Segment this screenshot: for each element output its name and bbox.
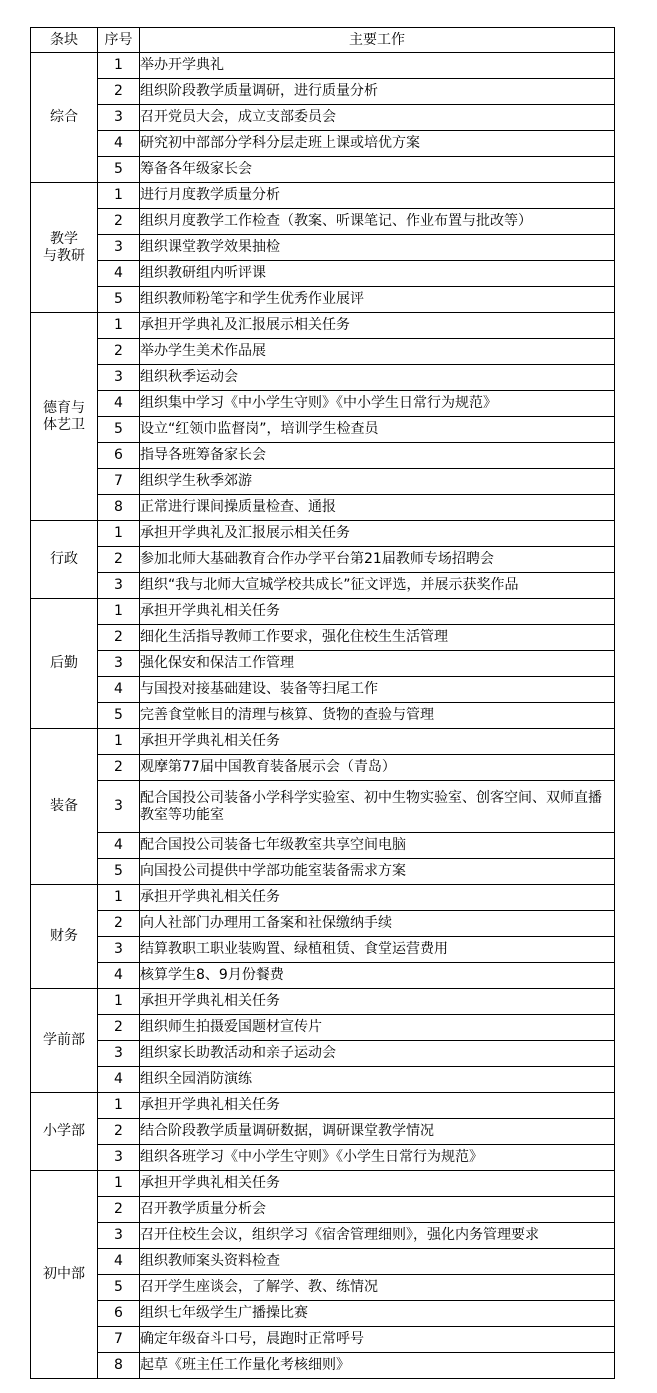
table-row (31, 53, 615, 79)
item-number: 2 (98, 1197, 140, 1223)
table-row (31, 131, 615, 157)
table-row (31, 599, 615, 625)
item-task: 召开学生座谈会，了解学、教、练情况 (140, 1275, 615, 1301)
item-task: 起草《班主任工作量化考核细则》 (140, 1353, 615, 1379)
item-number: 4 (98, 1067, 140, 1093)
table-row (31, 885, 615, 911)
table-row (31, 1197, 615, 1223)
table-row (31, 781, 615, 833)
table-row (31, 495, 615, 521)
item-task: 举办学生美术作品展 (140, 339, 615, 365)
item-task: 核算学生8、9月份餐费 (140, 963, 615, 989)
item-task: 向人社部门办理用工备案和社保缴纳手续 (140, 911, 615, 937)
category-cell (31, 521, 98, 599)
item-task: 组织集中学习《中小学生守则》《中小学生日常行为规范》 (140, 391, 615, 417)
header-number: 序号 (98, 28, 140, 53)
item-task: 承担开学典礼相关任务 (140, 729, 615, 755)
table-row (31, 209, 615, 235)
table-row (31, 313, 615, 339)
item-number: 1 (98, 313, 140, 339)
item-task: 召开住校生会议，组织学习《宿舍管理细则》，强化内务管理要求 (140, 1223, 615, 1249)
table-row (31, 703, 615, 729)
item-task: 细化生活指导教师工作要求，强化住校生生活管理 (140, 625, 615, 651)
item-task: 组织师生拍摄爱国题材宣传片 (140, 1015, 615, 1041)
category-cell (31, 1093, 98, 1171)
table-row (31, 157, 615, 183)
table-row (31, 1093, 615, 1119)
item-number: 3 (98, 573, 140, 599)
category-cell (31, 885, 98, 989)
category-label: 学前部 (43, 1032, 85, 1048)
item-number: 2 (98, 755, 140, 781)
item-task: 正常进行课间操质量检查、通报 (140, 495, 615, 521)
table-header (31, 28, 615, 53)
item-task: 组织教师案头资料检查 (140, 1249, 615, 1275)
item-task: 承担开学典礼相关任务 (140, 989, 615, 1015)
item-task: 举办开学典礼 (140, 53, 615, 79)
item-number: 2 (98, 1015, 140, 1041)
table-row (31, 1327, 615, 1353)
table-row (31, 261, 615, 287)
item-number: 2 (98, 79, 140, 105)
item-number: 3 (98, 365, 140, 391)
item-task: 设立“红领巾监督岗”，培训学生检查员 (140, 417, 615, 443)
item-task: 强化保安和保洁工作管理 (140, 651, 615, 677)
item-number: 1 (98, 521, 140, 547)
item-number: 4 (98, 1249, 140, 1275)
item-task: 组织月度教学工作检查（教案、听课笔记、作业布置与批改等） (140, 209, 615, 235)
item-task: 参加北师大基础教育合作办学平台第21届教师专场招聘会 (140, 547, 615, 573)
item-number: 1 (98, 885, 140, 911)
table-row (31, 989, 615, 1015)
item-number: 5 (98, 157, 140, 183)
item-number: 1 (98, 1093, 140, 1119)
item-task: 配合国投公司装备七年级教室共享空间电脑 (140, 833, 615, 859)
item-task: 召开教学质量分析会 (140, 1197, 615, 1223)
item-task: 组织教研组内听评课 (140, 261, 615, 287)
item-task: 承担开学典礼及汇报展示相关任务 (140, 521, 615, 547)
item-task: 向国投公司提供中学部功能室装备需求方案 (140, 859, 615, 885)
table-row (31, 833, 615, 859)
item-task: 承担开学典礼及汇报展示相关任务 (140, 313, 615, 339)
item-task: 组织全园消防演练 (140, 1067, 615, 1093)
table-row (31, 1249, 615, 1275)
table-row (31, 1301, 615, 1327)
item-number: 4 (98, 833, 140, 859)
item-task: 筹备各年级家长会 (140, 157, 615, 183)
item-number: 2 (98, 1119, 140, 1145)
table-row (31, 443, 615, 469)
category-cell (31, 599, 98, 729)
item-number: 1 (98, 53, 140, 79)
category-label: 装备 (50, 798, 78, 814)
table-row (31, 235, 615, 261)
table-body (31, 53, 615, 1379)
item-number: 7 (98, 469, 140, 495)
table-row (31, 417, 615, 443)
table-row (31, 339, 615, 365)
item-task: 组织教师粉笔字和学生优秀作业展评 (140, 287, 615, 313)
table-row (31, 469, 615, 495)
item-task: 组织七年级学生广播操比赛 (140, 1301, 615, 1327)
table-row (31, 911, 615, 937)
item-number: 6 (98, 443, 140, 469)
item-task: 结合阶段教学质量调研数据，调研课堂教学情况 (140, 1119, 615, 1145)
category-cell (31, 183, 98, 313)
item-task: 完善食堂帐目的清理与核算、货物的查验与管理 (140, 703, 615, 729)
item-number: 2 (98, 911, 140, 937)
table-row (31, 547, 615, 573)
category-label: 财务 (50, 928, 78, 944)
category-label: 后勤 (50, 655, 78, 671)
item-number: 5 (98, 859, 140, 885)
header-category: 条块 (31, 28, 98, 53)
item-number: 3 (98, 235, 140, 261)
table-row (31, 963, 615, 989)
item-number: 3 (98, 105, 140, 131)
table-row (31, 391, 615, 417)
item-number: 1 (98, 989, 140, 1015)
table-row (31, 79, 615, 105)
category-label: 综合 (50, 109, 78, 125)
item-task: 与国投对接基础建设、装备等扫尾工作 (140, 677, 615, 703)
item-number: 3 (98, 1041, 140, 1067)
category-cell (31, 313, 98, 521)
category-label: 小学部 (43, 1123, 85, 1139)
item-number: 6 (98, 1301, 140, 1327)
item-task: 配合国投公司装备小学科学实验室、初中生物实验室、创客空间、双师直播教室等功能室 (140, 781, 615, 833)
table-row (31, 1223, 615, 1249)
table-row (31, 105, 615, 131)
item-task: 组织“我与北师大宣城学校共成长”征文评选，并展示获奖作品 (140, 573, 615, 599)
item-number: 4 (98, 131, 140, 157)
item-number: 3 (98, 781, 140, 833)
item-task: 承担开学典礼相关任务 (140, 1171, 615, 1197)
item-number: 7 (98, 1327, 140, 1353)
table-row (31, 287, 615, 313)
table-row (31, 729, 615, 755)
table-row (31, 651, 615, 677)
item-task: 组织阶段教学质量调研，进行质量分析 (140, 79, 615, 105)
item-number: 3 (98, 1223, 140, 1249)
item-task: 指导各班筹备家长会 (140, 443, 615, 469)
table-row (31, 859, 615, 885)
item-number: 4 (98, 261, 140, 287)
work-plan-table (30, 27, 615, 1379)
item-task: 承担开学典礼相关任务 (140, 1093, 615, 1119)
item-number: 2 (98, 339, 140, 365)
table-row (31, 1041, 615, 1067)
item-task: 召开党员大会，成立支部委员会 (140, 105, 615, 131)
item-number: 4 (98, 391, 140, 417)
table-row (31, 1353, 615, 1379)
item-task: 组织课堂教学效果抽检 (140, 235, 615, 261)
category-cell (31, 53, 98, 183)
table-row (31, 625, 615, 651)
item-task: 观摩第77届中国教育装备展示会（青岛） (140, 755, 615, 781)
item-number: 2 (98, 209, 140, 235)
table-row (31, 183, 615, 209)
category-label: 行政 (50, 551, 78, 567)
item-number: 5 (98, 1275, 140, 1301)
category-cell (31, 729, 98, 885)
category-label: 初中部 (43, 1266, 85, 1282)
item-task: 组织学生秋季郊游 (140, 469, 615, 495)
item-number: 5 (98, 287, 140, 313)
category-cell (31, 989, 98, 1093)
category-cell (31, 1171, 98, 1379)
item-number: 4 (98, 963, 140, 989)
table-row (31, 1015, 615, 1041)
item-number: 5 (98, 703, 140, 729)
table-row (31, 1275, 615, 1301)
table-row (31, 937, 615, 963)
item-number: 3 (98, 937, 140, 963)
item-task: 承担开学典礼相关任务 (140, 885, 615, 911)
item-task: 组织家长助教活动和亲子运动会 (140, 1041, 615, 1067)
item-task: 确定年级奋斗口号，晨跑时正常呼号 (140, 1327, 615, 1353)
table-row (31, 755, 615, 781)
table-row (31, 573, 615, 599)
item-number: 8 (98, 1353, 140, 1379)
header-work: 主要工作 (140, 28, 615, 53)
table-row (31, 521, 615, 547)
item-number: 2 (98, 625, 140, 651)
item-number: 8 (98, 495, 140, 521)
table-row (31, 1145, 615, 1171)
category-label: 德育与 体艺卫 (43, 399, 85, 433)
item-task: 结算教职工职业装购置、绿植租赁、食堂运营费用 (140, 937, 615, 963)
item-task: 承担开学典礼相关任务 (140, 599, 615, 625)
item-task: 组织秋季运动会 (140, 365, 615, 391)
item-number: 1 (98, 599, 140, 625)
item-task: 进行月度教学质量分析 (140, 183, 615, 209)
item-number: 1 (98, 729, 140, 755)
item-number: 1 (98, 183, 140, 209)
item-number: 3 (98, 651, 140, 677)
item-task: 组织各班学习《中小学生守则》《小学生日常行为规范》 (140, 1145, 615, 1171)
item-number: 2 (98, 547, 140, 573)
category-label: 教学 与教研 (43, 230, 85, 264)
table-row (31, 677, 615, 703)
item-number: 4 (98, 677, 140, 703)
item-number: 3 (98, 1145, 140, 1171)
item-number: 1 (98, 1171, 140, 1197)
table-row (31, 1119, 615, 1145)
item-task: 研究初中部部分学科分层走班上课或培优方案 (140, 131, 615, 157)
item-number: 5 (98, 417, 140, 443)
table-row (31, 365, 615, 391)
table-row (31, 1171, 615, 1197)
table-row (31, 1067, 615, 1093)
